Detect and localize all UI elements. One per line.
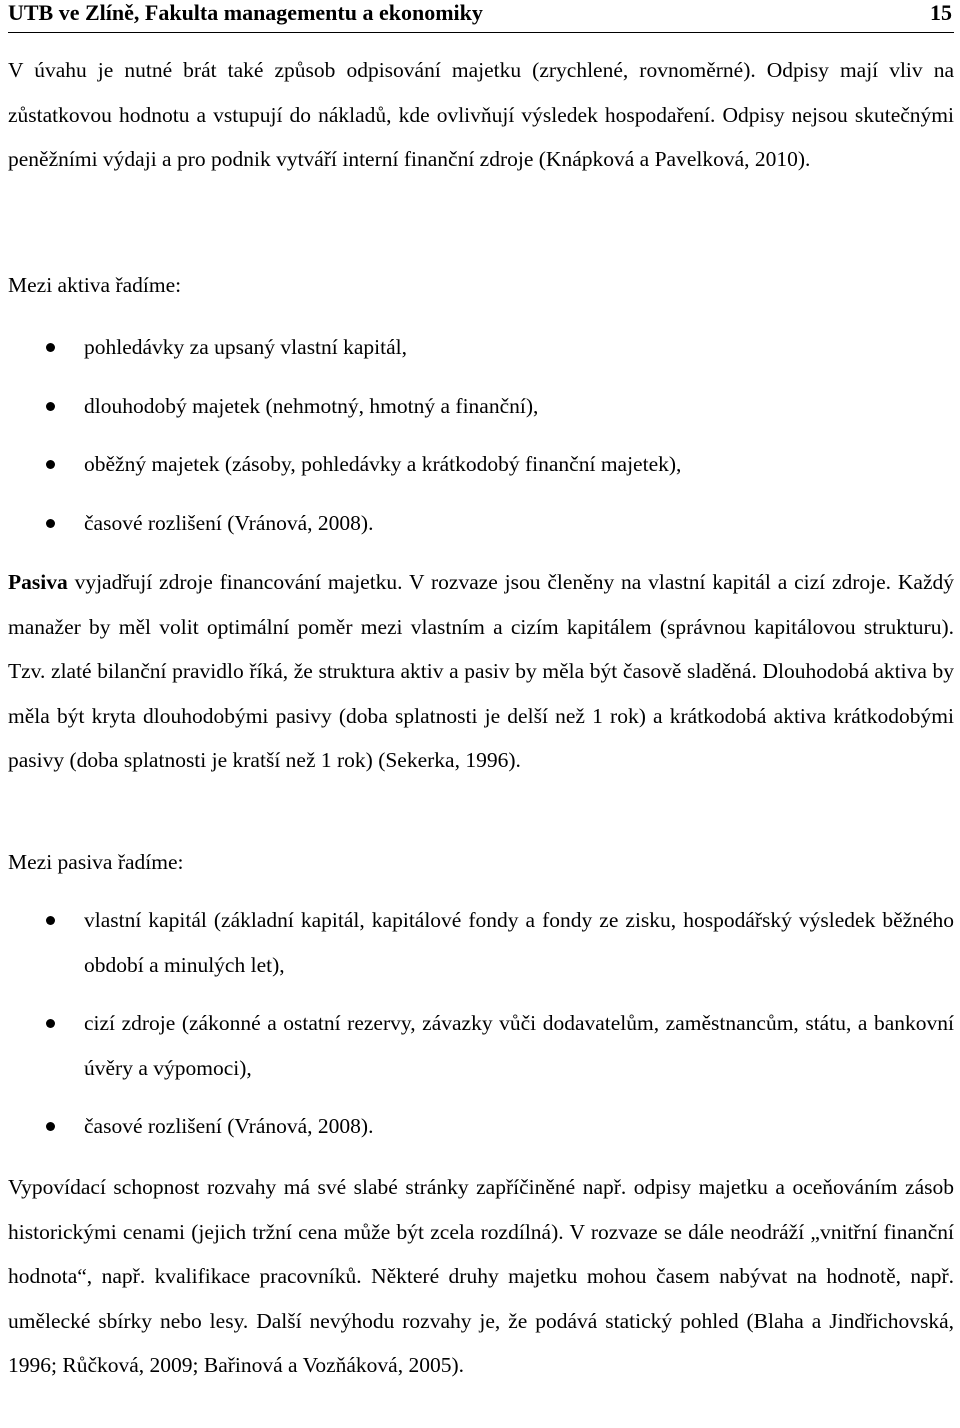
- page-number: 15: [930, 0, 952, 25]
- pasiva-list: [0, 898, 960, 1149]
- paragraph-pasiva: Pasiva vyjadřují zdroje financování majetku. V rozvaze jsou členěny na vlastní kapitál a cizí zdroje. Každý manažer by měl volit optimální poměr mezi vlastním a cizím kapitálem (správnou kapitálovou strukturu). Tzv. zlaté bilanční pravidlo říká, že struktura aktiv a pasiv by měla být časově sladěná. Dlouhodobá aktiva by měla být kryta dlouhodobými pasivy (doba splatnosti je delší než 1 rok) a krátkodobá aktiva krátkodobými pasivy (doba splatnosti je kratší než 1 rok) (Sekerka, 1996).: [8, 570, 954, 772]
- paragraph-vypovidaci: Vypovídací schopnost rozvahy má své slabé stránky zapříčiněné např. odpisy majetku a oceňováním zásob historickými cenami (jejich tržní cena může být zcela rozdílná). V rozvaze se dále neodráží „vnitřní finanční hodnota“, např. kvalifikace pracovníků. Některé druhy majetku mohou časem nabývat na hodnotě, např. umělecké sbírky nebo lesy. Další nevýhodu rozvahy je, že podává statický pohled (Blaha a Jindřichovská, 1996; Růčková, 2009; Bařinová a Vozňáková, 2005).: [8, 1175, 954, 1377]
- list-item: časové rozlišení (Vránová, 2008).: [0, 501, 954, 546]
- bullet-icon: [46, 519, 55, 528]
- pasiva-intro: Mezi pasiva řadíme:: [8, 850, 184, 874]
- header-title: UTB ve Zlíně, Fakulta managementu a ekonomiky: [8, 0, 483, 25]
- bullet-icon: [46, 402, 55, 411]
- list-item: cizí zdroje (zákonné a ostatní rezervy, závazky vůči dodavatelům, zaměstnancům, státu, a bankovní úvěry a výpomoci),: [0, 1001, 954, 1090]
- list-item: oběžný majetek (zásoby, pohledávky a krátkodobý finanční majetek),: [0, 442, 954, 487]
- aktiva-intro: Mezi aktiva řadíme:: [8, 273, 182, 297]
- bullet-icon: [46, 916, 55, 925]
- page-header: [8, 0, 954, 33]
- bullet-icon: [46, 460, 55, 469]
- paragraph-odpisy: V úvahu je nutné brát také způsob odpisování majetku (zrychlené, rovnoměrné). Odpisy mají vliv na zůstatkovou hodnotu a vstupují do nákladů, kde ovlivňují výsledek hospodaření. Odpisy nejsou skutečnými peněžními výdaji a pro podnik vytváří interní finanční zdroje (Knápková a Pavelková, 2010).: [8, 58, 954, 171]
- list-item: vlastní kapitál (základní kapitál, kapitálové fondy a fondy ze zisku, hospodářský výsledek běžného období a minulých let),: [0, 898, 954, 987]
- bullet-icon: [46, 1019, 55, 1028]
- bullet-icon: [46, 343, 55, 352]
- list-item: pohledávky za upsaný vlastní kapitál,: [0, 325, 954, 370]
- pasiva-term: Pasiva: [8, 570, 68, 594]
- list-item: dlouhodobý majetek (nehmotný, hmotný a finanční),: [0, 384, 954, 429]
- list-item: časové rozlišení (Vránová, 2008).: [0, 1104, 954, 1149]
- aktiva-list: [0, 325, 960, 545]
- bullet-icon: [46, 1122, 55, 1131]
